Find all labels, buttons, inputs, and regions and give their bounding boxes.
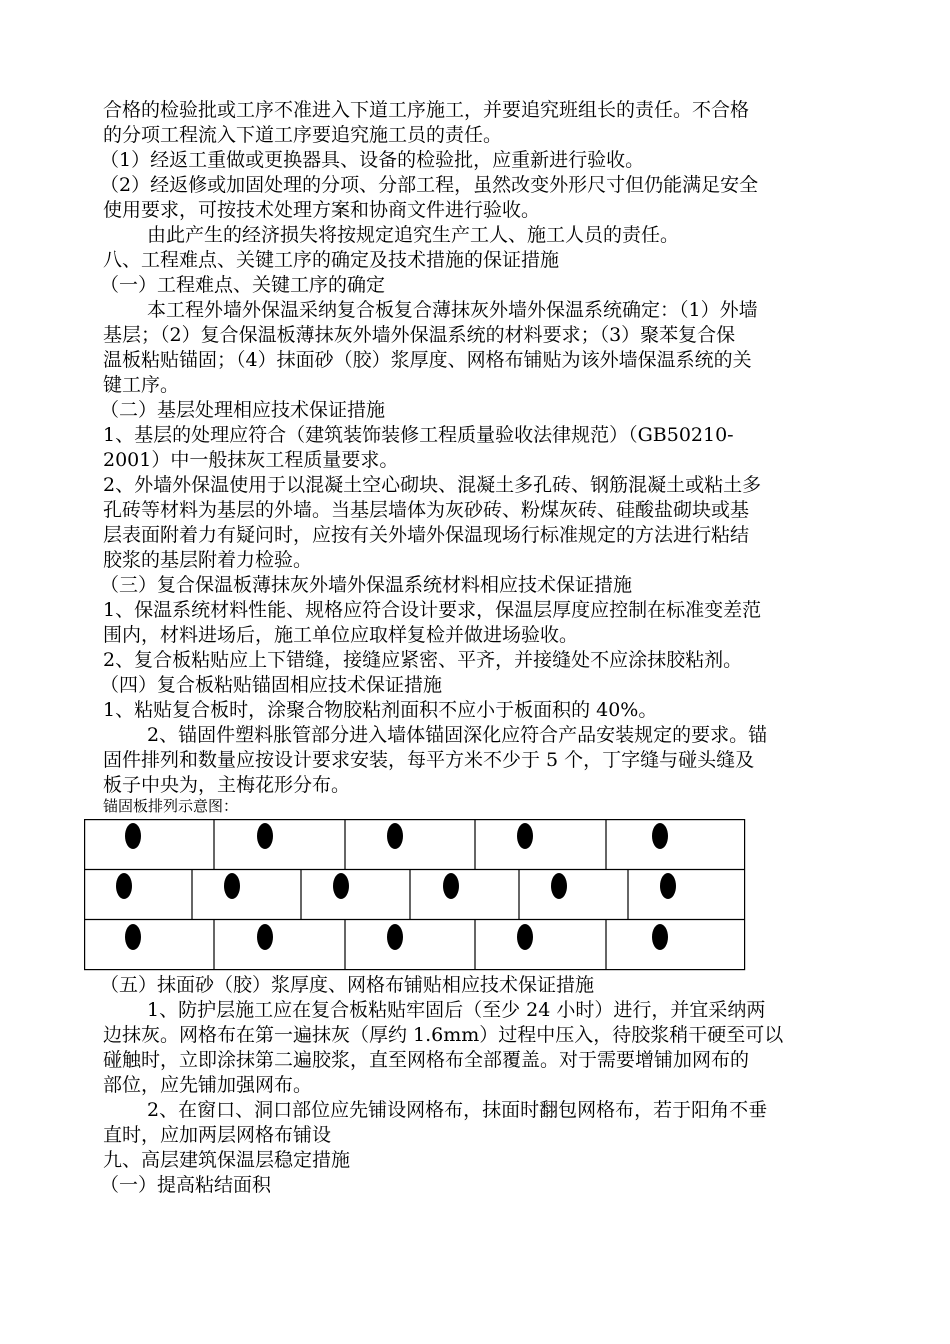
anchor-dot	[125, 823, 141, 849]
anchor-dot	[551, 873, 567, 899]
anchor-dot	[333, 873, 349, 899]
anchor-dot	[660, 873, 676, 899]
anchor-dot	[517, 924, 533, 950]
text-line: 孔砖等材料为基层的外墙。当基层墙体为灰砂砖、粉煤灰砖、硅酸盐砌块或基	[103, 499, 750, 521]
text-line: 围内，材料进场后，施工单位应取样复检并做进场验收。	[103, 624, 579, 646]
anchor-dot	[517, 823, 533, 849]
grid-frame	[85, 820, 745, 970]
anchor-dot	[125, 924, 141, 950]
text-line: 2、锚固件塑料胀管部分进入墙体锚固深化应符合产品安装规定的要求。锚	[147, 724, 768, 746]
subsection-heading: （五）抹面砂（胶）浆厚度、网格布铺贴相应技术保证措施	[100, 974, 595, 996]
text-line: 直时，应加两层网格布铺设	[103, 1124, 332, 1146]
text-line: 温板粘贴锚固；（4）抹面砂（胶）浆厚度、网格布铺贴为该外墙保温系统的关	[103, 349, 752, 371]
text-line: 2、复合板粘贴应上下错缝，接缝应紧密、平齐，并接缝处不应涂抹胶粘剂。	[103, 649, 743, 671]
text-line: 固件排列和数量应按设计要求安装，每平方米不少于 5 个，丁字缝与碰头缝及	[103, 749, 755, 771]
text-line: 部位，应先铺加强网布。	[103, 1074, 313, 1096]
anchor-layout-diagram	[84, 819, 746, 971]
subsection-heading: （三）复合保温板薄抹灰外墙外保温系统材料相应技术保证措施	[100, 574, 633, 596]
anchor-dot	[116, 873, 132, 899]
anchor-dot	[443, 873, 459, 899]
text-line: 使用要求，可按技术处理方案和协商文件进行验收。	[103, 199, 541, 221]
anchor-dot	[387, 823, 403, 849]
anchor-dot	[652, 924, 668, 950]
anchor-points	[116, 823, 676, 950]
text-line: 边抹灰。网格布在第一遍抹灰（厚约 1.6mm）过程中压入，待胶浆稍干硬至可以	[103, 1024, 784, 1046]
text-line: 碰触时，立即涂抹第二遍胶浆，直至网格布全部覆盖。对于需要增铺加网布的	[103, 1049, 750, 1071]
text-line: 由此产生的经济损失将按规定追究生产工人、施工人员的责任。	[147, 224, 680, 246]
subsection-heading: （一）工程难点、关键工序的确定	[100, 274, 386, 296]
text-line: 键工序。	[103, 374, 180, 396]
diagram-caption: 锚固板排列示意图：	[103, 797, 239, 815]
text-line: （2）经返修或加固处理的分项、分部工程，虽然改变外形尺寸但仍能满足安全	[100, 174, 759, 196]
text-line: 1、保温系统材料性能、规格应符合设计要求，保温层厚度应控制在标准变差范	[103, 599, 762, 621]
text-line: 1、防护层施工应在复合板粘贴牢固后（至少 24 小时）进行，并宜采纳两	[147, 999, 766, 1021]
text-line: 层表面附着力有疑问时，应按有关外墙外保温现场行标准规定的方法进行粘结	[103, 524, 750, 546]
subsection-heading: （二）基层处理相应技术保证措施	[100, 399, 386, 421]
anchor-dot	[652, 823, 668, 849]
anchor-dot	[387, 924, 403, 950]
text-line: 1、基层的处理应符合（建筑装饰装修工程质量验收法律规范）（GB50210-	[103, 424, 734, 446]
subsection-heading: （一）提高粘结面积	[100, 1174, 272, 1196]
text-line: 基层；（2）复合保温板薄抹灰外墙外保温系统的材料要求；（3）聚苯复合保	[103, 324, 736, 346]
text-line: （1）经返工重做或更换器具、设备的检验批，应重新进行验收。	[100, 149, 645, 171]
text-line: 的分项工程流入下道工序要追究施工员的责任。	[103, 124, 503, 146]
section-heading: 八、工程难点、关键工序的确定及技术措施的保证措施	[103, 249, 560, 271]
text-line: 胶浆的基层附着力检验。	[103, 549, 313, 571]
text-line: 板子中央为，主梅花形分布。	[103, 774, 351, 796]
text-line: 2、外墙外保温使用于以混凝土空心砌块、混凝土多孔砖、钢筋混凝土或粘土多	[103, 474, 762, 496]
subsection-heading: （四）复合板粘贴锚固相应技术保证措施	[100, 674, 443, 696]
text-line: 2、在窗口、洞口部位应先铺设网格布，抹面时翻包网格布，若于阳角不垂	[147, 1099, 768, 1121]
text-line: 2001）中一般抹灰工程质量要求。	[103, 449, 399, 471]
anchor-dot	[257, 823, 273, 849]
board-grid	[84, 819, 745, 970]
anchor-dot	[257, 924, 273, 950]
text-line: 本工程外墙外保温采纳复合板复合薄抹灰外墙外保温系统确定：（1）外墙	[147, 299, 758, 321]
text-line: 1、粘贴复合板时，涂聚合物胶粘剂面积不应小于板面积的 40%。	[103, 699, 658, 721]
text-line: 合格的检验批或工序不准进入下道工序施工，并要追究班组长的责任。不合格	[103, 99, 750, 121]
section-heading: 九、高层建筑保温层稳定措施	[103, 1149, 351, 1171]
anchor-dot	[224, 873, 240, 899]
